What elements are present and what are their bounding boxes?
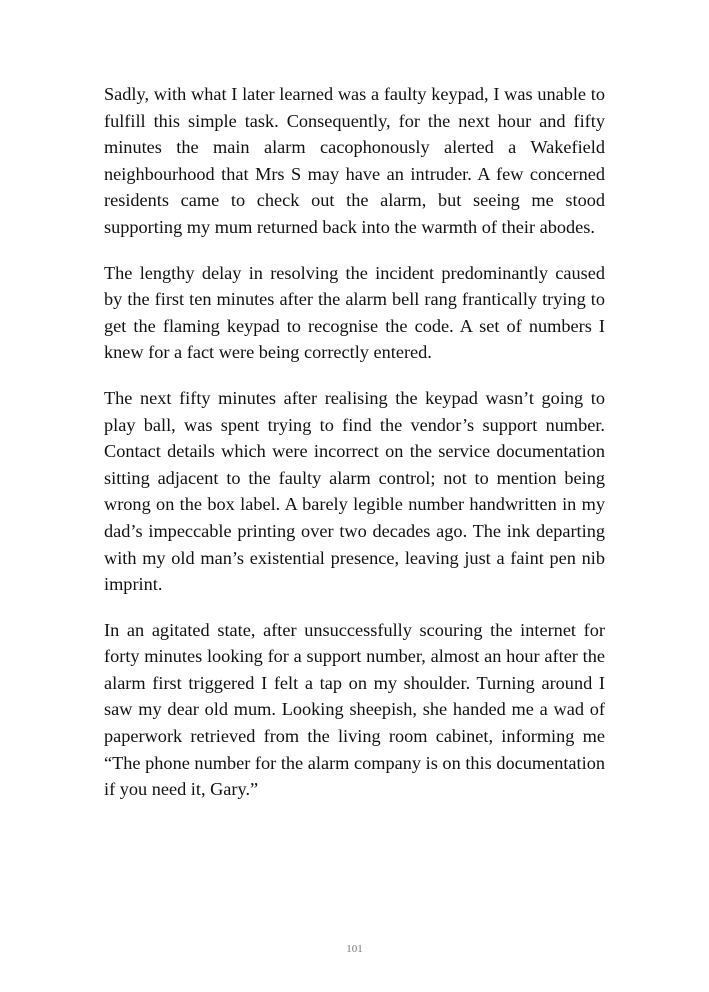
paragraph-1: Sadly, with what I later learned was a faulty keypad, I was unable to fulfill this simple task. Consequently, for the next hour and fifty minutes the main alarm cacophonously alerted a Wakefield neighbourhood that Mrs S may have an intruder. A few concerned residents came to check out the alarm, but seeing me stood supporting my mum returned back into the warmth of their abodes.	[104, 84, 605, 237]
page-number: 101	[346, 943, 363, 955]
paragraph-2: The lengthy delay in resolving the incident predominantly caused by the first ten minutes after the alarm bell rang frantically trying to get the flaming keypad to recognise the code. A set of numbers I knew for a fact were being correctly entered.	[104, 262, 605, 363]
paragraph-3: The next fifty minutes after realising the keypad wasn’t going to play ball, was spent trying to find the vendor’s support number. Contact details which were incorrect on the service documentation sitting adjacent to the faulty alarm control; not to mention being wrong on the box label. A barely legible number handwritten in my dad’s impeccable printing over two decades ago. The ink departing with my old man’s existential presence, leaving just a faint pen nib imprint.	[104, 387, 605, 595]
paragraph-4: In an agitated state, after unsuccessfully scouring the internet for forty minutes looking for a support number, almost an hour after the alarm first triggered I felt a tap on my shoulder. Turning around I saw my dear old mum. Looking sheepish, she handed me a wad of paperwork retrieved from the living room cabinet, informing me “The phone number for the alarm company is on this documentation if you need it, Gary.”	[104, 619, 605, 800]
body-text	[104, 81, 605, 822]
